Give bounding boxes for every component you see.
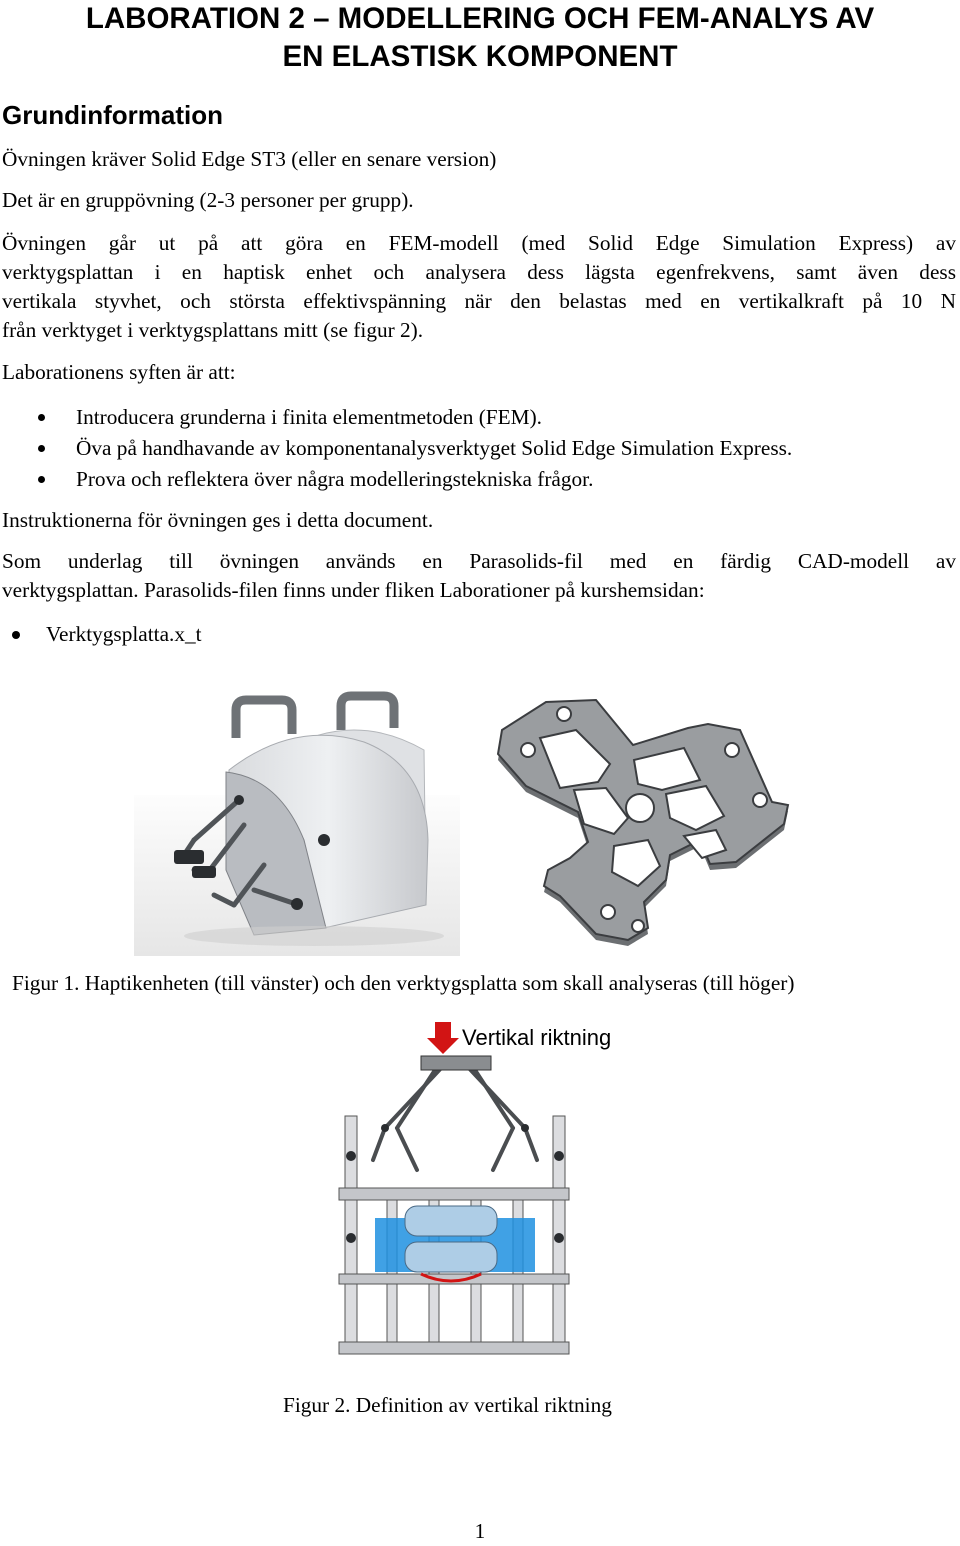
material-line: verktygsplattan. Parasolids-filen finns under fliken Laborationer på kurshemsidan: <box>2 578 705 602</box>
purpose-intro: Laborationens syften är att: <box>2 360 236 384</box>
description-line: vertikala styvhet, och största effektivspänning när den belastas med en vertikalkraft på 10 N <box>2 289 956 313</box>
haptic-device-image <box>134 690 460 956</box>
requirement-line: Övningen kräver Solid Edge ST3 (eller en senare version) <box>2 147 497 171</box>
title-line-1: LABORATION 2 – MODELLERING OCH FEM-ANALYS AV <box>85 2 875 35</box>
group-line: Det är en gruppövning (2-3 personer per grupp). <box>2 188 414 212</box>
figure-1-caption: Figur 1. Haptikenheten (till vänster) och den verktygsplatta som skall analyseras (till höger) <box>12 971 795 995</box>
list-item: Introducera grunderna i finita elementmetoden (FEM). <box>0 402 792 433</box>
document-title <box>0 0 960 76</box>
file-name: Verktygsplatta.x_t <box>46 622 202 646</box>
file-list-item <box>0 620 202 649</box>
section-heading: Grundinformation <box>2 100 223 130</box>
purpose-list <box>0 402 792 495</box>
vertical-arrow-icon <box>427 1022 459 1054</box>
tool-plate-image <box>488 690 813 946</box>
title-line-2: EN ELASTISK KOMPONENT <box>282 40 678 73</box>
vertical-direction-figure <box>325 1020 645 1368</box>
list-item: Öva på handhavande av komponentanalysverktyget Solid Edge Simulation Express. <box>0 433 792 464</box>
figure-2-caption: Figur 2. Definition av vertikal riktning <box>283 1393 612 1417</box>
list-item: Prova och reflektera över några modelleringstekniska frågor. <box>0 464 792 495</box>
vertical-direction-label: Vertikal riktning <box>462 1025 612 1050</box>
description-line: verktygsplattan i en haptisk enhet och analysera dess lägsta egenfrekvens, samt även dess <box>2 260 956 284</box>
description-line: från verktyget i verktygsplattans mitt (se figur 2). <box>2 318 424 342</box>
page-number: 1 <box>474 1519 486 1543</box>
instructions-line: Instruktionerna för övningen ges i detta document. <box>2 508 434 532</box>
material-line: Som underlag till övningen används en Parasolids-fil med en färdig CAD-modell av <box>2 549 956 573</box>
description-line: Övningen går ut på att göra en FEM-modell (med Solid Edge Simulation Express) av <box>2 231 956 255</box>
